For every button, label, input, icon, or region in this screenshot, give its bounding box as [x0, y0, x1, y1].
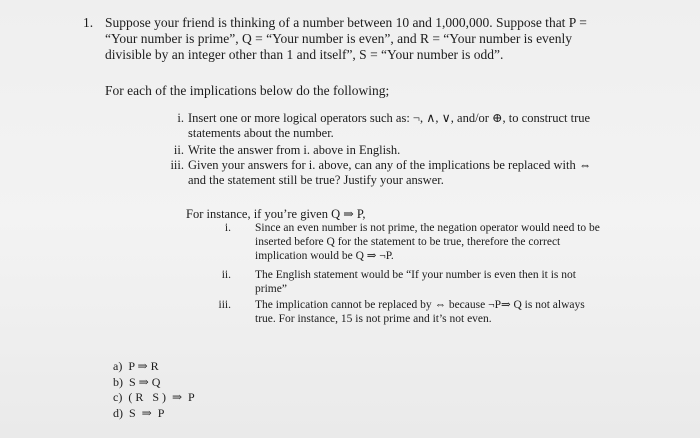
- example-part-text: The implication cannot be replaced by ⇔ because ¬P⇒ Q is not always true. For instance, 15 is not prime and it’s not even.: [255, 299, 585, 325]
- implications-list: [113, 359, 195, 421]
- step-text: Write the answer from i. above in English.: [188, 143, 401, 157]
- implication-item: a) P ⇒ R: [113, 359, 159, 373]
- step-number: i.: [177, 111, 184, 125]
- step-number: iii.: [170, 158, 184, 172]
- question-intro: Suppose your friend is thinking of a number between 10 and 1,000,000. Suppose that P = “Your number is prime”, Q = “Your number is even”, and R = “Your number is evenly divisible by an integer other than 1 and itself”, S = “Your number is odd”.: [105, 15, 587, 62]
- step-text: Insert one or more logical operators such as: ¬, ∧, ∨, and/or ⊕, to construct true statements about the number.: [188, 111, 591, 140]
- example-part-text: Since an even number is not prime, the negation operator would need to be inserted before Q for the statement to be true, therefore the correct implication would be Q ⇒ ¬P.: [255, 222, 600, 262]
- example-part-text: The English statement would be “If your number is even then it is not prime”: [255, 269, 576, 295]
- example-part-number: iii.: [218, 299, 231, 311]
- step-text: Given your answers for i. above, can any of the implications be replaced with ⇔ and the statement still be true? Justify your answer.: [188, 158, 592, 187]
- instructions-heading: For each of the implications below do the following;: [105, 83, 390, 98]
- example-lead: For instance, if you’re given Q ⇒ P,: [186, 207, 366, 221]
- example-part-number: i.: [224, 222, 231, 234]
- implication-item: c) ( R S ) ⇒ P: [113, 390, 195, 404]
- question-number: 1.: [83, 15, 94, 30]
- implication-item: d) S ⇒ P: [113, 405, 165, 420]
- implication-item: b) S ⇒ Q: [113, 374, 161, 389]
- step-number: ii.: [173, 143, 184, 157]
- example-part-number: ii.: [221, 269, 231, 281]
